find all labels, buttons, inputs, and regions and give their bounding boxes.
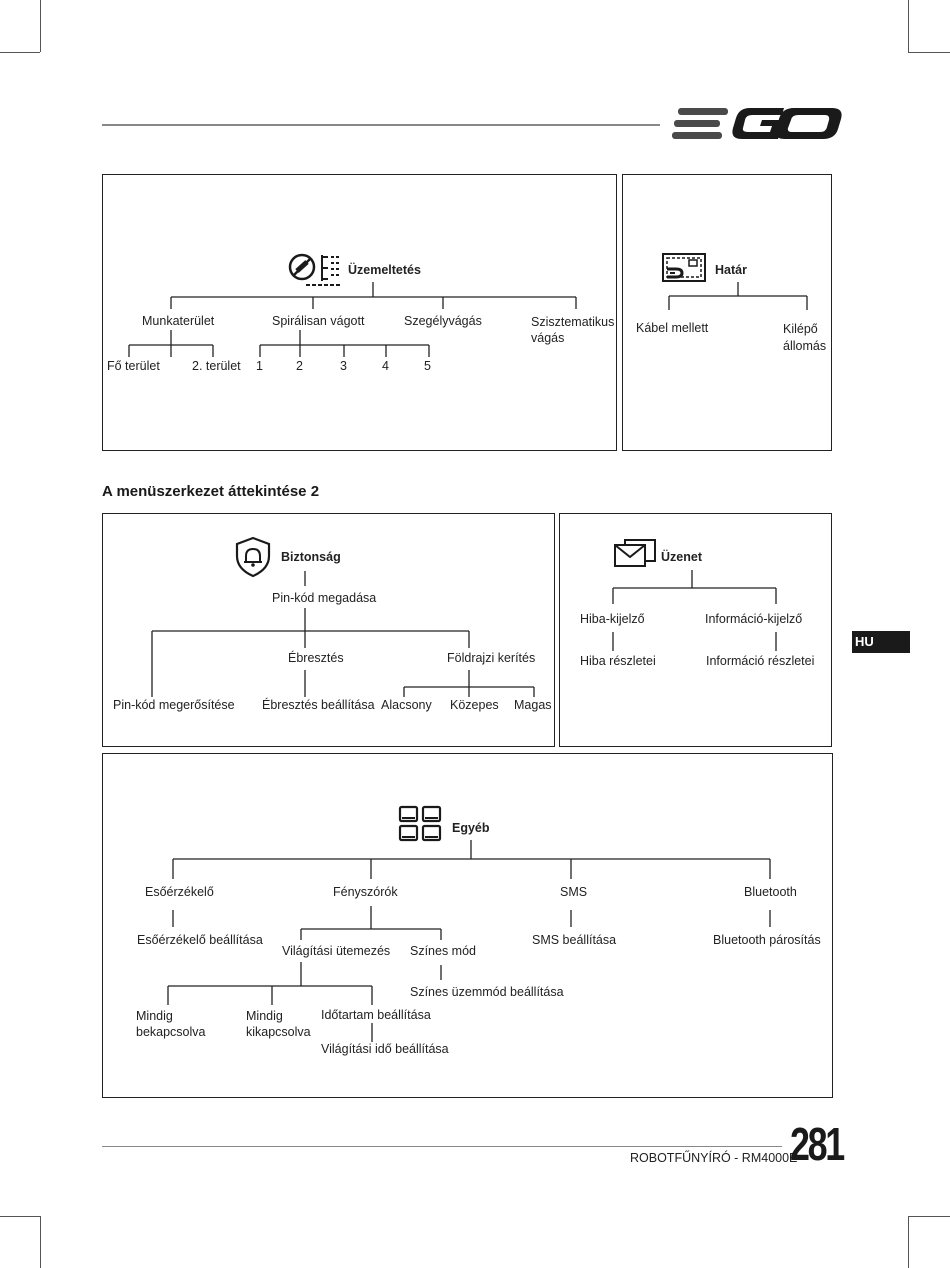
footer-rule [102, 1146, 782, 1147]
menu-item-kozepes: Közepes [450, 698, 499, 712]
menu-item-esoerzekelo: Esőérzékelő [145, 885, 214, 899]
menu-item-spiral-1: 1 [256, 359, 263, 373]
menu-item-szisztematikus: Szisztematikus vágás [531, 315, 615, 345]
menu-item-fenyszorok: Fényszórók [333, 885, 398, 899]
language-tab-label: HU [855, 634, 874, 649]
menu-item-spiral-3: 3 [340, 359, 347, 373]
menu-item-spiralis: Spirálisan vágott [272, 314, 365, 328]
menu-title-hatar: Határ [715, 263, 747, 277]
menu-item-info-reszletei: Információ részletei [706, 654, 815, 668]
menu-item-hiba-reszletei: Hiba részletei [580, 654, 656, 668]
menu-item-magas: Magas [514, 698, 552, 712]
page-number: 281 [790, 1118, 843, 1170]
menu-item-pin-megadasa: Pin-kód megadása [272, 591, 377, 605]
menu-item-bluetooth-parositas: Bluetooth párosítás [713, 933, 821, 947]
menu-item-esoerzekelo-beallitasa: Esőérzékelő beállítása [137, 933, 263, 947]
menu-item-ebresztes-beallitasa: Ébresztés beállítása [262, 698, 375, 712]
menu-item-mindig-kikapcsolva: Mindig kikapcsolva [246, 1009, 311, 1039]
menu-item-pin-megerosites: Pin-kód megerősítése [113, 698, 235, 712]
menu-item-foldrajzi-kerites: Földrajzi kerítés [447, 651, 536, 665]
menu-item-ebresztes: Ébresztés [288, 651, 344, 665]
menu-item-vilagitasi-ido-beallitasa: Világítási idő beállítása [321, 1042, 449, 1056]
menu-item-munkaterulet: Munkaterület [142, 314, 215, 328]
menu-title-uzemeltetes: Üzemeltetés [348, 263, 421, 277]
menu-item-sms-beallitasa: SMS beállítása [532, 933, 617, 947]
menu-item-kilepo-allomas: Kilépő állomás [783, 322, 827, 353]
menu-item-szegelyvagas: Szegélyvágás [404, 314, 482, 328]
menu-item-fo-terulet: Fő terület [107, 359, 160, 373]
menu-item-sms: SMS [560, 885, 588, 899]
menu-item-szines-uzemmod-beallitasa: Színes üzemmód beállítása [410, 985, 564, 999]
menu-item-vilagitasi-utemezes: Világítási ütemezés [282, 944, 391, 958]
menu-item-alacsony: Alacsony [381, 698, 432, 712]
menu-item-spiral-4: 4 [382, 359, 389, 373]
menu-item-2-terulet: 2. terület [192, 359, 241, 373]
menu-item-bluetooth: Bluetooth [744, 885, 797, 899]
menu-item-spiral-2: 2 [296, 359, 303, 373]
menu-item-hiba-kijelzo: Hiba-kijelző [580, 612, 645, 626]
menu-title-egyeb: Egyéb [452, 821, 490, 835]
menu-item-info-kijelzo: Információ-kijelző [705, 612, 803, 626]
menu-item-mindig-bekapcsolva: Mindig bekapcsolva [136, 1009, 206, 1039]
menu-title-uzenet: Üzenet [661, 550, 702, 564]
menu-item-szines-mod: Színes mód [410, 944, 477, 958]
menu-item-kabel-mellett: Kábel mellett [636, 321, 709, 335]
footer-product: ROBOTFŰNYÍRÓ - RM4000E [630, 1151, 798, 1165]
section-title: A menüszerkezet áttekintése 2 [102, 483, 320, 500]
menu-item-spiral-5: 5 [424, 359, 431, 373]
menu-item-idotartam-beallitasa: Időtartam beállítása [321, 1008, 431, 1022]
menu-title-biztonsag: Biztonság [281, 550, 341, 564]
